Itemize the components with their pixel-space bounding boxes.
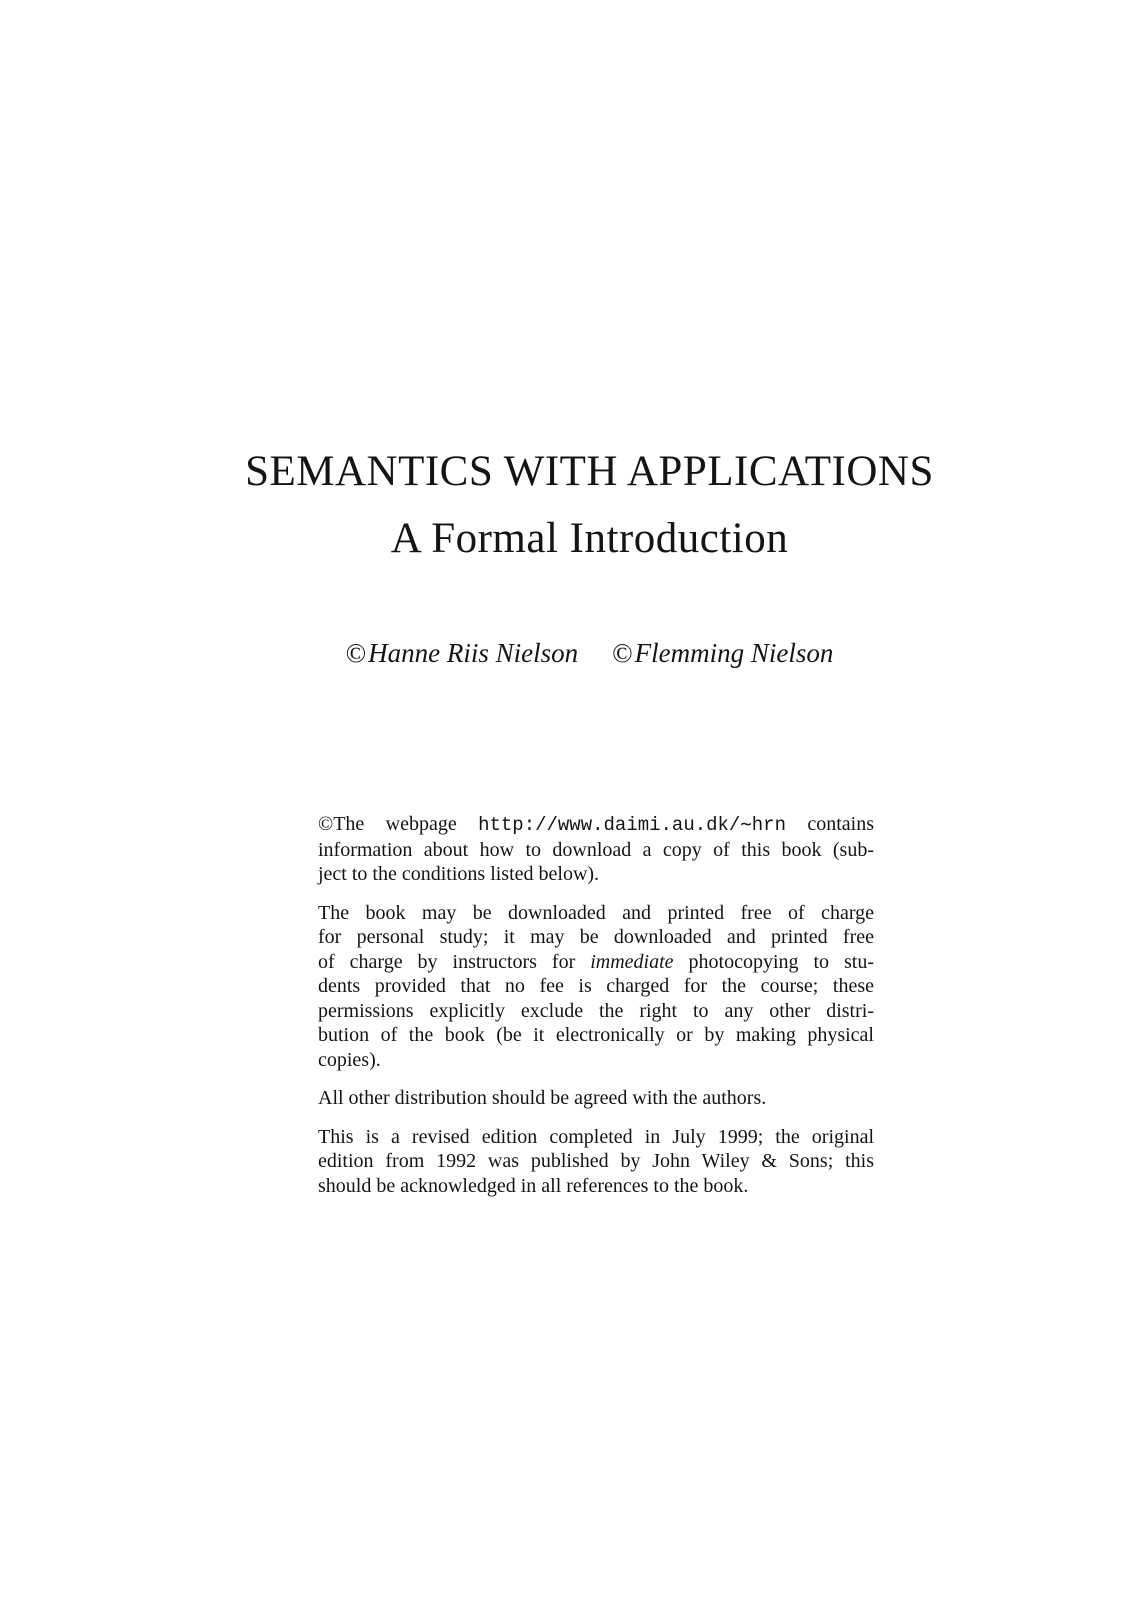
body-text: of charge by instructors for [318, 950, 591, 973]
body-text: contains [785, 813, 874, 835]
text-line [318, 1086, 874, 1111]
text-line [318, 999, 874, 1024]
text-line [318, 862, 874, 887]
emphasized-text: immediate [590, 950, 674, 973]
book-subtitle: A Formal Introduction [390, 515, 789, 562]
text-line [318, 1149, 874, 1174]
copyright-symbol: © [345, 638, 367, 668]
text-line [318, 1048, 874, 1073]
body-text: permissions explicitly exclude the right to any other distri- [318, 999, 874, 1022]
body-text: edition from 1992 was published by John Wiley & Sons; this [318, 1150, 874, 1172]
body-text: The book may be downloaded and printed free of charge [318, 901, 874, 924]
other-distribution-paragraph [318, 1086, 874, 1111]
author-name: Hanne Riis Nielson [368, 638, 579, 668]
text-line [318, 838, 874, 863]
body-text: ©The webpage [318, 813, 479, 835]
url-text: http://www.daimi.au.dk/∼hrn [478, 814, 786, 836]
body-text: copies). [318, 1048, 381, 1071]
book-title: SEMANTICS WITH APPLICATIONS [245, 448, 934, 495]
author-2 [612, 638, 833, 668]
body-text: information about how to download a copy of this book (sub- [318, 838, 874, 861]
text-line [318, 1174, 874, 1199]
revised-edition-paragraph [318, 1125, 874, 1199]
text-line [318, 812, 874, 838]
body-text: should be acknowledged in all references to the book. [318, 1174, 749, 1197]
text-line [318, 925, 874, 950]
author-name: Flemming Nielson [634, 638, 834, 668]
author-1 [346, 638, 579, 668]
body-text: for personal study; it may be downloaded and printed free [318, 926, 874, 948]
body-text: ject to the conditions listed below). [318, 863, 600, 885]
authors-line [48, 640, 1131, 667]
body-text: dents provided that no fee is charged for the course; these [318, 975, 874, 997]
body-text: All other distribution should be agreed with the authors. [318, 1087, 767, 1109]
text-line [318, 1023, 874, 1048]
copyright-symbol: © [612, 638, 633, 668]
body-text: This is a revised edition completed in July 1999; the original [318, 1125, 874, 1148]
text-line [318, 901, 874, 926]
body-text: photocopying to stu- [673, 950, 875, 973]
webpage-paragraph [318, 812, 874, 887]
body-text: bution of the book (be it electronically or by making physical [318, 1024, 874, 1046]
download-terms-paragraph [318, 901, 874, 1073]
text-line [318, 1125, 874, 1150]
text-line [318, 950, 874, 975]
license-paragraphs [318, 812, 874, 1198]
text-line [318, 974, 874, 999]
